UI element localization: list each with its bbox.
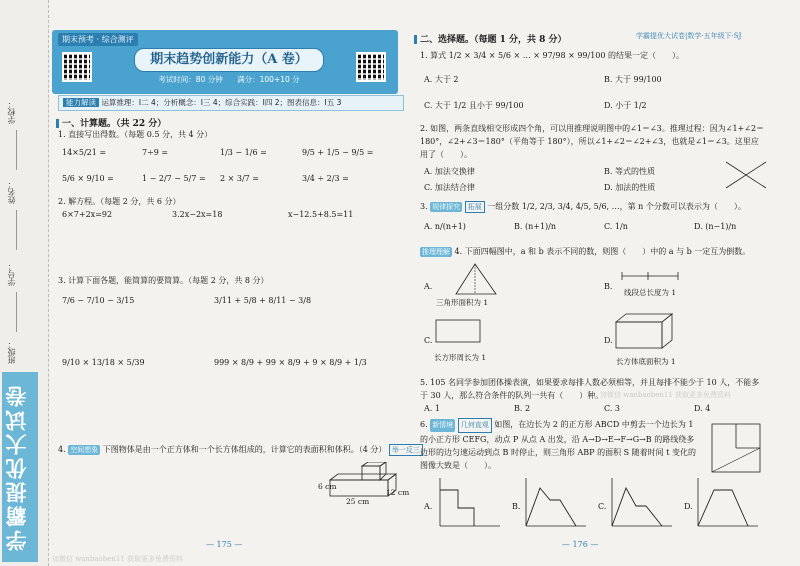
q4-link[interactable]: 举一反三: [389, 444, 423, 456]
ability-bar: [58, 95, 404, 111]
q2-item: 3.2x−2x=18: [172, 210, 223, 219]
dim-length: 25 cm: [346, 497, 370, 506]
rq2-opt: C. 加法结合律: [424, 183, 475, 192]
q1-item: 9/5 + 1/5 − 9/5 =: [302, 148, 374, 157]
q4-line: [58, 444, 423, 456]
rq3-opt: D. (n−1)/n: [694, 222, 737, 231]
rq2-opt: A. 加法交换律: [424, 167, 475, 176]
rq4-tag: 推理理解: [422, 248, 450, 256]
rq3-opt: C. 1/n: [604, 222, 628, 231]
exam-meta: [134, 74, 324, 85]
binding-line: [16, 210, 17, 250]
exam-time: 考试时间：80 分钟: [158, 75, 223, 84]
q1-title: 1. 直接写出得数。（每题 0.5 分，共 4 分）: [58, 130, 213, 139]
rq3-tag: 规律探究: [432, 203, 461, 211]
exam-score: 满分：100+10 分: [237, 75, 300, 84]
rq5-opt: C. 3: [604, 404, 621, 413]
watermark-right: 加微信 wanbaoben11 获取更多免费资料: [600, 391, 732, 399]
qr-code-right: [356, 52, 386, 82]
q3-item: 9/10 × 13/18 × 5/39: [62, 358, 145, 367]
rq2-opt: B. 等式的性质: [604, 167, 655, 176]
binding-field-class: 班级：: [7, 340, 16, 364]
rq6-body: 如图，在边长为 2 的正方形 ABCD 中剪去一个边长为 1 的小正方形 CEFG，动点 P 从点 A 出发，沿 A→D→E→F→G→B 的路线绕多边形的边匀速运动到点 B 时停止，则三角形 ABP 的面积 S 随着时间 t 变化的图像大致是（ ）。: [420, 420, 696, 470]
rq6-tag: 新情境: [430, 419, 455, 432]
q2-item: 6×7+2x=92: [62, 210, 113, 219]
rq6-tag-geo: 几何直观: [458, 418, 492, 433]
rq6-text: 6. 新情境 几何直观 如图，在边长为 2 的正方形 ABCD 中剪去一个边长为 1 的小正方形 CEFG，动点 P 从点 A 出发，沿 A→D→E→F→G→B 的路线绕多边形的边匀速运动到点 B 时停止，则三角形 ABP 的面积 S 随着时间 t 变化的图像大致是（ ）。: [420, 420, 696, 470]
section-calculation-title: 一、计算题。（共 22 分）: [56, 116, 166, 129]
segment-figure: [620, 268, 680, 284]
rq4-caption: 长方体底面积为 1: [616, 357, 676, 366]
rq2-text: 2. 如图，两条直线相交形成四个角，可以用推理说明图中的∠1＝∠3。推理过程：因为∠1+∠2＝180°，∠2+∠3＝180°（平角等于 180°），所以∠1+∠2＝∠2+∠3，也就是∠1＝∠3。这里应用了（ ）。: [420, 124, 765, 159]
rq4-caption: 三角形面积为 1: [436, 298, 489, 307]
q2-title: 2. 解方程。（每题 2 分，共 6 分）: [58, 197, 181, 206]
q1-item: 2 × 3/7 =: [220, 174, 259, 183]
q4-number: 4.: [58, 445, 66, 454]
q3-item: 3/11 + 5/8 + 8/11 − 3/8: [214, 296, 312, 305]
q2-item: x−12.5+8.5=11: [288, 210, 354, 219]
ability-text: 运算推理：Ⅰ二 4；分析概念：Ⅰ三 4；综合实践：Ⅰ四 2；图表信息：Ⅰ五 3: [101, 98, 342, 107]
rq4-opt: A.: [424, 282, 433, 291]
rq6-opt: C.: [598, 502, 607, 511]
square-abcd-figure: [708, 420, 768, 476]
q1-item: 3/4 ÷ 2/3 =: [302, 174, 349, 183]
rq1-opt: D. 小于 1/2: [604, 101, 647, 110]
header-tagline: 期末预考 · 综合测评: [58, 33, 138, 46]
rq6-opt: A.: [424, 502, 433, 511]
rq4-opt: D.: [604, 336, 613, 345]
rq1-opt: C. 大于 1/2 且小于 99/100: [424, 101, 524, 110]
intersecting-lines-figure: [724, 160, 768, 190]
q3-item: 7/6 − 7/10 − 3/15: [62, 296, 135, 305]
rq4-opt: B.: [604, 282, 613, 291]
rq4-caption: 线段总长度为 1: [624, 288, 677, 297]
q3-title: 3. 计算下面各题，能简算的要简算。（每题 2 分，共 8 分）: [58, 276, 269, 285]
graph-option-c: [606, 476, 676, 532]
dim-height: 6 cm: [318, 482, 337, 491]
page-number-left: — 175 —: [206, 540, 243, 549]
q1-item: 1 − 2/7 − 5/7 =: [142, 174, 206, 183]
ability-label: 能力解读: [63, 98, 99, 107]
triangle-figure: [450, 262, 500, 298]
graph-option-d: [692, 476, 762, 532]
page-number-right: — 176 —: [562, 540, 599, 549]
exam-title: 期末趋势创新能力（A 卷）: [134, 48, 324, 72]
right-running-title: 学霸提优大试卷|数学·五年级下·SJ: [636, 32, 742, 40]
rq3-text: 一组分数 1/2, 2/3, 3/4, 4/5, 5/6, …，第 n 个分数可以表示为（ ）。: [487, 202, 746, 211]
rq6-opt: D.: [684, 502, 693, 511]
q1-item: 1/3 − 1/6 =: [220, 148, 267, 157]
watermark: 加微信 wanbaoben11 获取更多免费资料: [52, 555, 184, 563]
rq4-line: [420, 246, 750, 257]
qr-code-left: [62, 52, 92, 82]
dim-depth: 12 cm: [386, 488, 410, 497]
binding-field-school: 学校：: [7, 100, 16, 124]
rq3-opt: A. n/(n+1): [424, 222, 466, 231]
rq1-opt: B. 大于 99/100: [604, 75, 662, 84]
rq1-opt: A. 大于 2: [424, 75, 459, 84]
rq4-text: 4. 下面四幅图中，a 和 b 表示不同的数，则图（ ）中的 a 与 b 一定互为倒数。: [454, 247, 751, 256]
binding-field-name: 姓名：: [7, 180, 16, 204]
rq1-text: 1. 算式 1/2 × 3/4 × 5/6 × … × 97/98 × 99/100 的结果一定（ ）。: [420, 51, 685, 60]
q1-item: 5/6 × 9/10 =: [62, 174, 114, 183]
cuboid-figure: [614, 312, 674, 352]
binding-field-id: 学号：: [7, 262, 16, 286]
rq5-opt: A. 1: [424, 404, 440, 413]
rq3-tag-extend: 拓展: [465, 201, 485, 213]
section-choice-title: 二、选择题。（每题 1 分，共 8 分）: [414, 32, 567, 45]
q4-text: 下图物体是由一个正方体和一个长方体组成的，计算它的表面积和体积。（4 分）: [102, 445, 387, 454]
rq4-caption: 长方形周长为 1: [434, 353, 487, 362]
rq6-opt: B.: [512, 502, 521, 511]
q1-item: 7÷9 =: [142, 148, 169, 157]
rq5-text: 5. 105 名同学参加团体操表演，如果要求每排人数必须相等，并且每排不能少于 10 人，不能多于 30 人，那么符合条件的队列一共有（ ）种。: [420, 378, 760, 400]
binding-line: [16, 130, 17, 170]
rq5-opt: D. 4: [694, 404, 711, 413]
graph-option-a: [434, 476, 504, 532]
rq3-opt: B. (n+1)/n: [514, 222, 556, 231]
rectangle-figure: [434, 318, 484, 346]
rq2-opt: D. 加法的性质: [604, 183, 656, 192]
binding-line: [16, 292, 17, 332]
q1-item: 14×5/21 =: [62, 148, 107, 157]
q3-item: 999 × 8/9 + 99 × 8/9 + 9 × 8/9 + 1/3: [214, 358, 367, 367]
rq3-line: 3. 规律探究 拓展 一组分数 1/2, 2/3, 3/4, 4/5, 5/6, …，第 n 个分数可以表示为（ ）。: [420, 202, 746, 211]
rq5-opt: B. 2: [514, 404, 531, 413]
graph-option-b: [520, 476, 590, 532]
rq4-opt: C.: [424, 336, 433, 345]
brand-vertical-banner: 学霸提优大试卷: [2, 372, 38, 562]
q4-tag: 空间想象: [70, 446, 99, 454]
